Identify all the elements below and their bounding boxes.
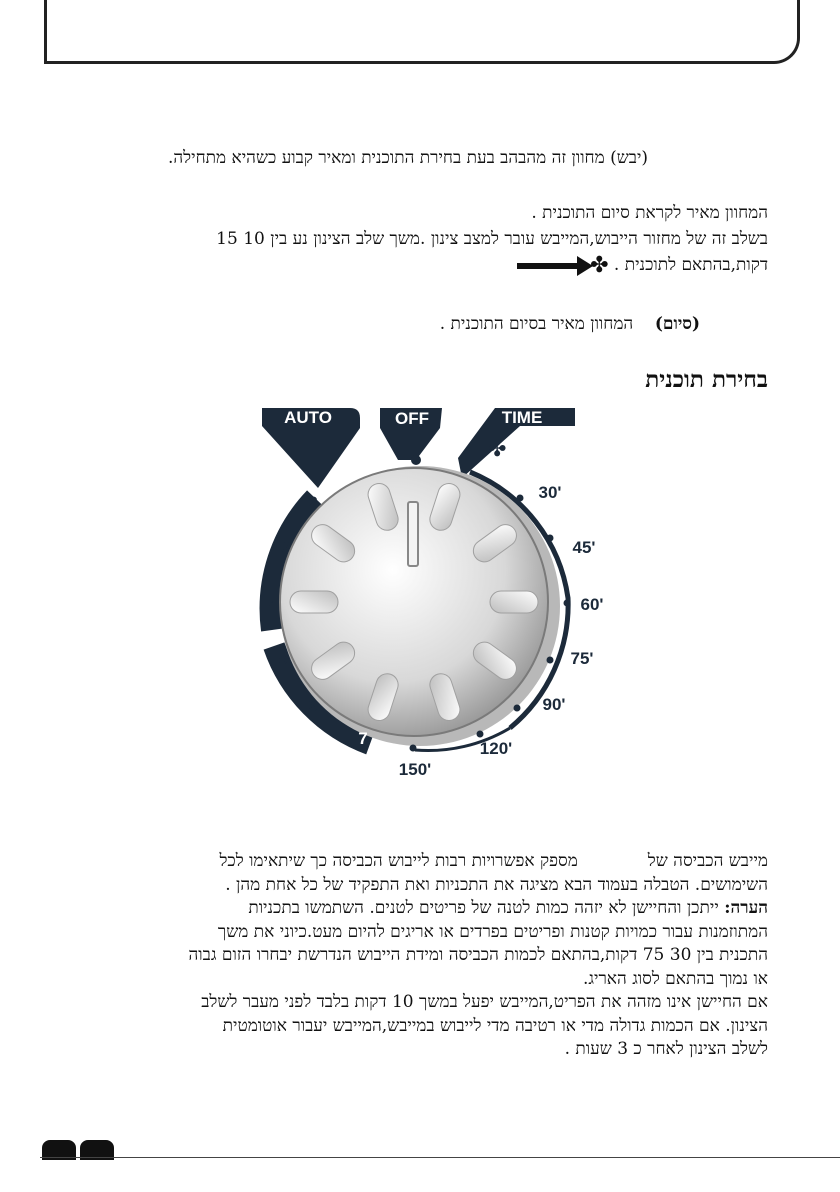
time-label: 150' [398,760,432,779]
auto-number: 3 [280,537,290,556]
auto-number: 4 [267,595,277,614]
body-line-4: המתוזמנות עבור כמויות קטנות ופריטים בפרדים או אריגים להיום מעט.כיוני את משך [217,921,768,942]
body-line-2: השימושים. הטבלה בעמוד הבא מציגה את התכניות ואת התפקיד של כל אחת מהן . [225,874,768,895]
body-line-9: לשלב הצינון לאחר כ 3 שעות . [564,1039,768,1059]
off-label: OFF [395,409,429,428]
indicator-cooling-paragraph [68,200,768,279]
time-dot [547,657,554,664]
time-label: 45' [572,538,596,557]
time-label: 30' [538,483,562,502]
header-box [44,0,800,64]
cooling-line-3 [68,252,768,279]
time-dot [514,705,521,712]
auto-number: 2 [308,493,318,512]
time-dot [410,745,417,752]
section-title: בחירת תוכנית [645,366,768,393]
body-line-3 [68,897,768,921]
time-dot [477,731,484,738]
off-dot [411,455,421,465]
body-line-8: הצינון. אם הכמות גדולה מדי או רטיבה מדי לייבוש במייבש,המייבש יעבור אוטומטית [222,1015,768,1036]
cooling-line-1: המחוון מאיר לקראת סיום התוכנית . [531,203,768,223]
knob-ridge [490,591,538,613]
body-line-1 [68,850,768,874]
time-label: TIME [501,408,543,427]
knob-ridge [290,591,338,613]
time-label: 120' [479,739,513,758]
body-line-1b: מספק אפשרויות רבות לייבוש הכביסה כך שיתאימו לכל [219,851,578,871]
fan-icon: ✤ [590,252,609,278]
time-label: 75' [570,649,594,668]
program-dial-diagram [250,398,604,788]
footer-line [40,1157,840,1158]
time-label: 60' [580,595,604,614]
indicator-dry-text: (יבש) מחוון זה מהבהב בעת בחירת התוכנית ומאיר קבוע כשהיא מתחילה. [168,148,649,168]
time-label: 90' [542,695,566,714]
indicator-end-paragraph [0,311,700,337]
body-line-7: אם החיישן אינו מזהה את הפריט,המייבש יפעל במשך 10 דקות בלבד לפני מעבר לשלב [201,992,768,1012]
note-label: הערה: [724,898,768,918]
time-dot [465,465,472,472]
end-label: (סיום) [654,314,700,334]
auto-number: 7 [358,729,368,748]
body-line-1a: מייבש הכביסה של [647,851,768,871]
auto-label: AUTO [284,408,332,427]
body-line-3-text: ייתכן והחיישן לא יזהה כמות לטנה של פריטים לטנים. השתמשו בתכניות [248,898,719,918]
end-text: המחוון מאיר בסיום התוכנית . [439,314,634,334]
cooling-line-2: בשלב זה של מחזור הייבוש,המייבש עובר למצב צינון .משך שלב הצינון נע בין 10 15 [216,229,768,249]
auto-number: 1 [352,456,362,475]
body-paragraph [68,850,768,1062]
auto-number: 6 [308,696,318,715]
dial-pointer [408,502,418,566]
time-dot [517,495,524,502]
time-dot [547,535,554,542]
cooling-line-3-text: דקות,בהתאם לתוכנית . [613,255,768,275]
time-dot [564,600,571,607]
auto-number: 5 [278,649,288,668]
body-line-6: או נמוך בהתאם לסוג האריג. [582,968,768,989]
arrow-icon [517,263,579,269]
fan-symbol-icon: ✤ [488,437,507,462]
body-line-5: התכנית בין 30 75 דקות,בהתאם לכמות הכביסה ומידת הייבוש הנדרשת יבחרו הזום גבוה [188,945,768,965]
